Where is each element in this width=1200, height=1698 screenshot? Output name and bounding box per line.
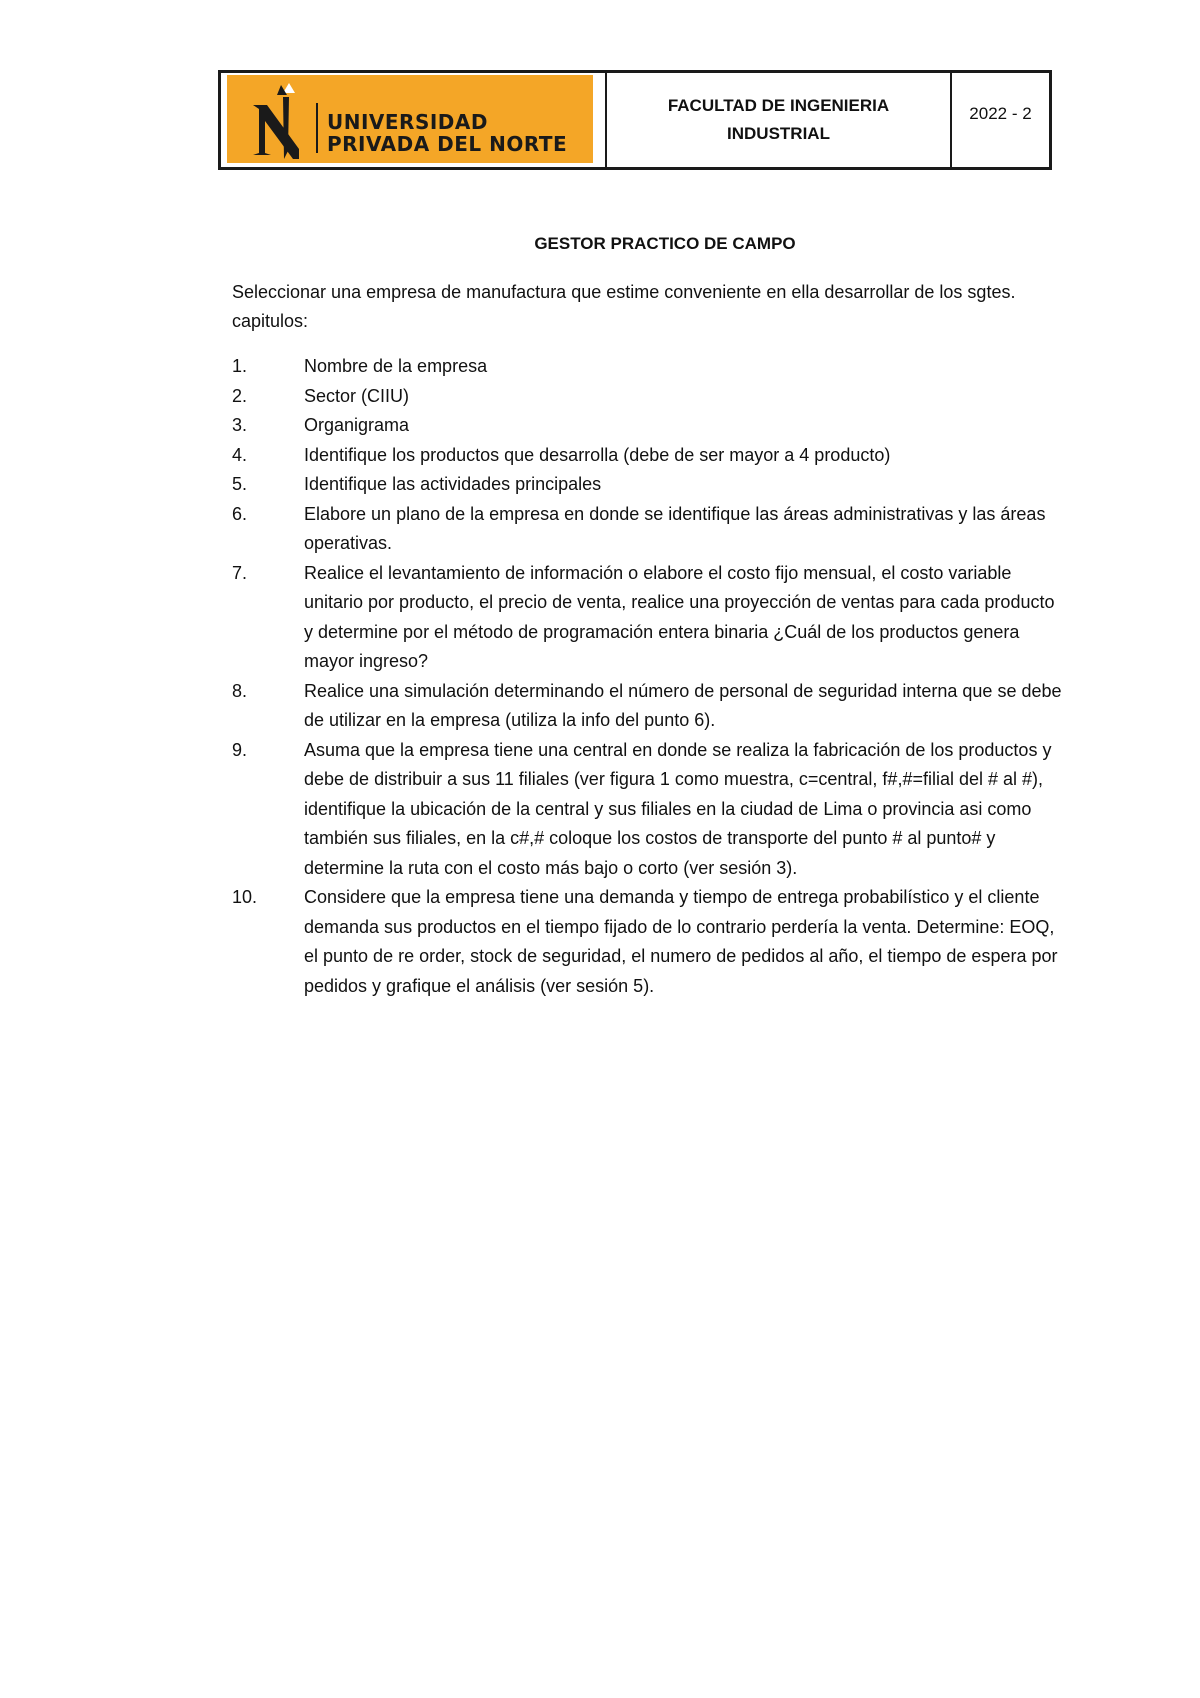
list-item [232, 470, 1062, 500]
logo-wordmark [327, 111, 567, 155]
header-table [218, 70, 1052, 170]
list-item-number: 1. [232, 356, 248, 376]
list-item-number: 3. [232, 415, 248, 435]
period-cell [952, 73, 1049, 167]
document-title: GESTOR PRACTICO DE CAMPO [534, 234, 796, 253]
list-item-text: Nombre de la empresa [304, 356, 488, 376]
list-item [232, 411, 1062, 441]
list-item-number: 9. [232, 739, 248, 760]
list-item [232, 677, 1062, 736]
list-item-number: 8. [232, 680, 248, 701]
list-item [232, 736, 1062, 884]
logo-line-2: PRIVADA DEL NORTE [327, 132, 568, 156]
list-item-number: 7. [232, 562, 248, 583]
list-item [232, 500, 1062, 559]
logo-line-1: UNIVERSIDAD [327, 110, 488, 134]
list-item [232, 559, 1062, 677]
list-item-text: Elabore un plano de la empresa en donde se identifique las áreas administrativas y las áreas operativas. [304, 503, 1046, 553]
list-item-number: 2. [232, 385, 248, 406]
list-item-text: Identifique las actividades principales [304, 474, 602, 494]
list-item-number: 10. [232, 887, 258, 907]
list-item-number: 4. [232, 444, 248, 465]
list-item-number: 6. [232, 503, 248, 524]
university-logo [227, 75, 593, 163]
list-item [232, 382, 1062, 412]
task-list [232, 352, 1062, 1001]
academic-period: 2022 - 2 [969, 104, 1032, 123]
list-item-text: Organigrama [304, 415, 410, 435]
faculty-name: FACULTAD DE INGENIERIA INDUSTRIAL [667, 96, 890, 143]
intro-paragraph: Seleccionar una empresa de manufactura que estime conveniente en ella desarrollar de los sgtes. capitulos: [232, 282, 1016, 331]
faculty-cell [607, 73, 952, 167]
list-item [232, 883, 1062, 1001]
list-item-text: Identifique los productos que desarrolla (debe de ser mayor a 4 producto) [304, 444, 891, 465]
logo-cell [221, 73, 607, 167]
list-item-text: Sector (CIIU) [304, 385, 410, 406]
list-item-text: Realice el levantamiento de información o elabore el costo fijo mensual, el costo variable unitario por producto, el precio de venta, realice una proyección de ventas para cada producto y determine por el método de programación entera binaria ¿Cuál de los productos genera mayor ingreso? [304, 562, 1055, 671]
list-item-text: Considere que la empresa tiene una demanda y tiempo de entrega probabilístico y el cliente demanda sus productos en el tiempo fijado de lo contrario perdería la venta. Determine: EOQ, el punto de re order, stock de seguridad, el numero de pedidos al año, el tiempo de espera por pedidos y grafique el análisis (ver sesión 5). [304, 887, 1058, 996]
logo-divider [316, 103, 318, 153]
list-item-text: Realice una simulación determinando el número de personal de seguridad interna que se debe de utilizar en la empresa (utiliza la info del punto 6). [304, 680, 1062, 730]
list-item [232, 441, 1062, 471]
list-item-text: Asuma que la empresa tiene una central en donde se realiza la fabricación de los productos y debe de distribuir a sus 11 filiales (ver figura 1 como muestra, c=central, f#,#=filial del # al #), identifique la ubicación de la central y sus filiales en la ciudad de Lima o provincia asi como también sus filiales, en la c#,# coloque los costos de transporte del punto # al punto# y determine la ruta con el costo más bajo o corto (ver sesión 3). [304, 739, 1052, 878]
list-item-number: 5. [232, 474, 248, 494]
list-item [232, 352, 1062, 382]
university-n-logo-icon [251, 83, 315, 163]
